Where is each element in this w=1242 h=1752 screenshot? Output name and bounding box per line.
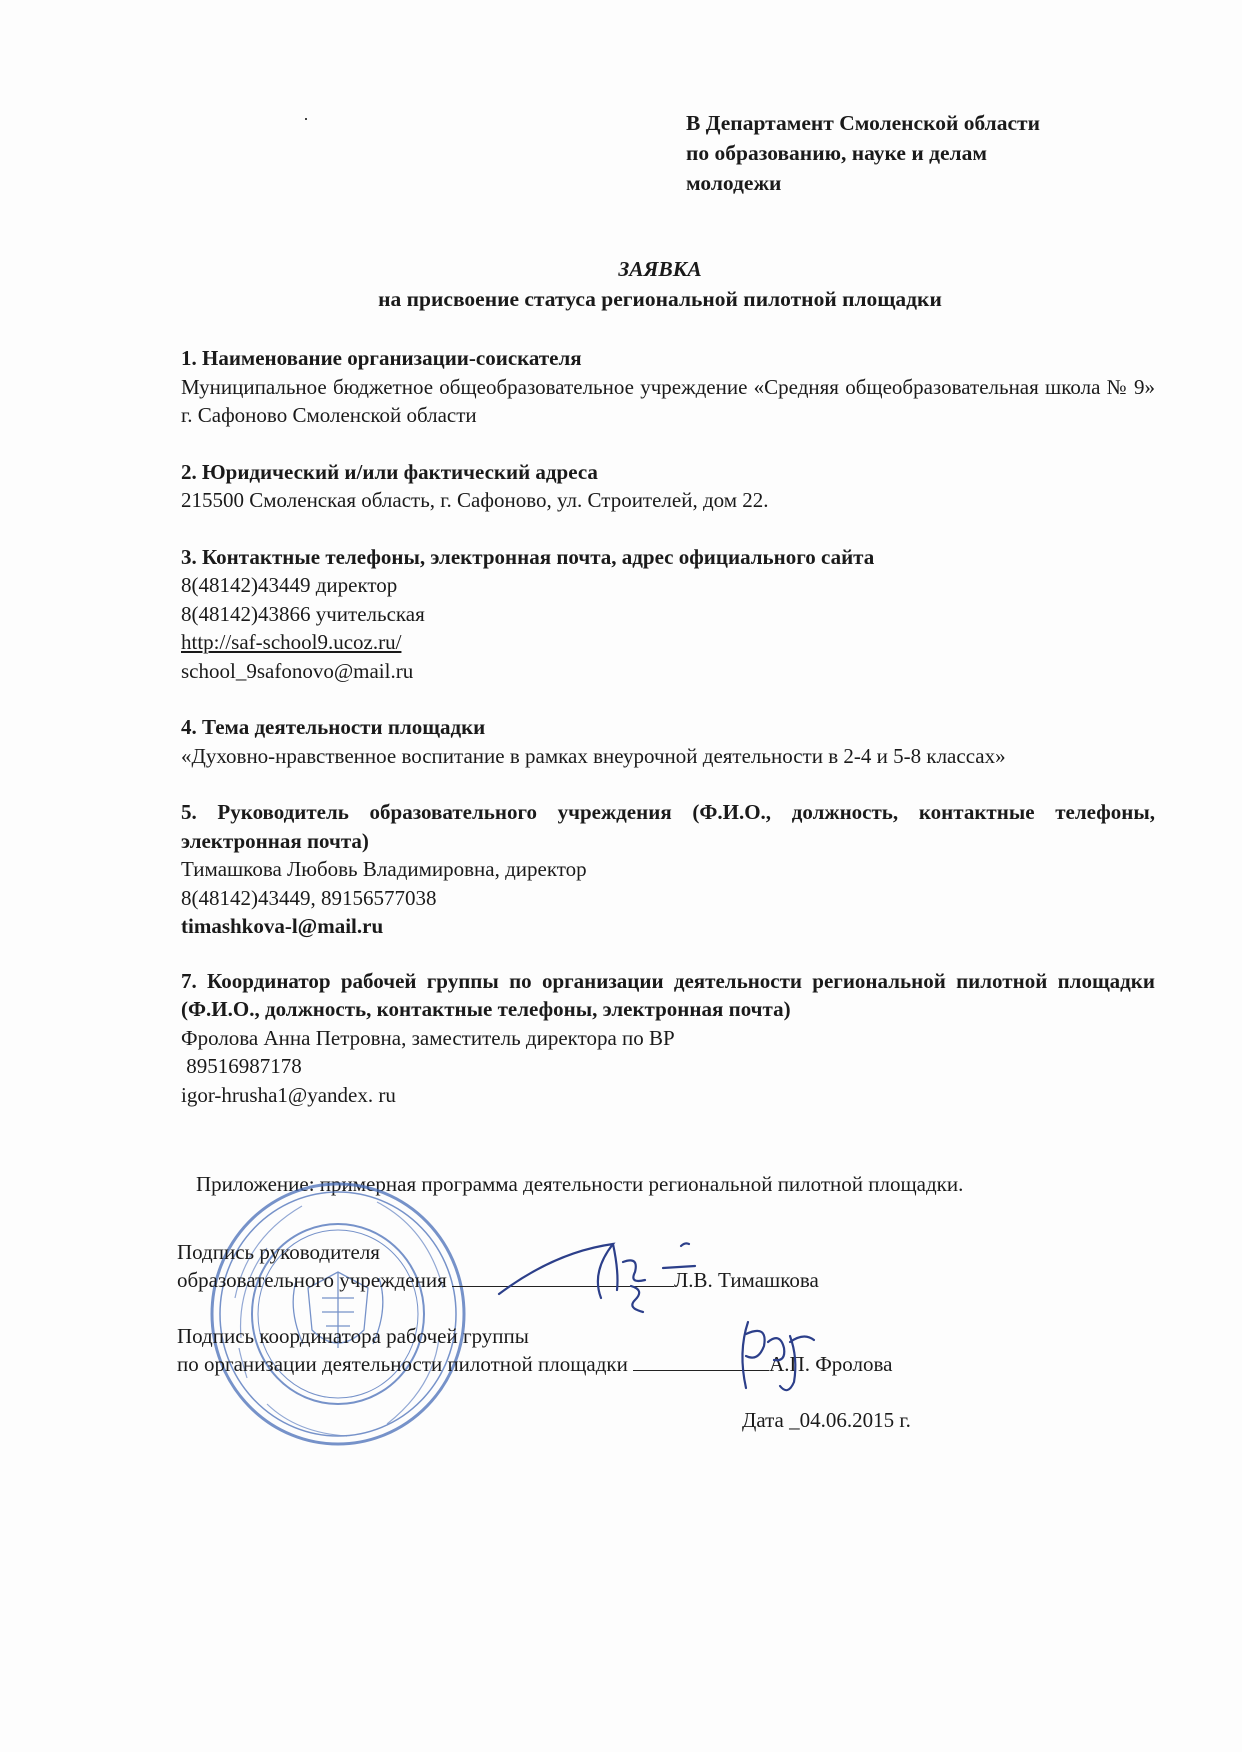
scan-speck — [305, 118, 307, 120]
section-5 — [181, 798, 1155, 941]
contact-phone-staffroom: 8(48142)43866 учительская — [181, 601, 425, 626]
section-3 — [181, 543, 1155, 686]
document-title-block — [0, 254, 1242, 314]
signatory-name: А.П. Фролова — [769, 1352, 893, 1376]
section-heading: 1. Наименование организации-соискателя — [181, 346, 582, 370]
signatory-name: Л.В. Тимашкова — [674, 1268, 819, 1292]
head-phone: 8(48142)43449, 89156577038 — [181, 885, 437, 910]
document-body — [181, 344, 1155, 1137]
signature-line — [452, 1268, 674, 1287]
document-subtitle: на присвоение статуса региональной пилотной площадки — [378, 287, 942, 311]
section-4 — [181, 713, 1155, 770]
section-2 — [181, 458, 1155, 515]
recipient-line: по образованию, науке и делам — [686, 141, 987, 165]
head-signature-block — [177, 1238, 819, 1294]
coordinator-name: Фролова Анна Петровна, заместитель директора по ВР — [181, 1025, 675, 1050]
head-name: Тимашкова Любовь Владимировна, директор — [181, 857, 587, 881]
signature-label: Подпись руководителя — [177, 1240, 380, 1264]
section-1 — [181, 344, 1155, 430]
document-title: ЗАЯВКА — [618, 257, 702, 281]
section-heading: 7. Координатор рабочей группы по организации деятельности региональной пилотной площадки (Ф.И.О., должность, контактные телефоны, электронная почта) — [181, 968, 1155, 1021]
activity-topic: «Духовно-нравственное воспитание в рамках внеурочной деятельности в 2-4 и 5-8 классах» — [181, 743, 1006, 768]
signature-label: по организации деятельности пилотной площадки — [177, 1352, 634, 1376]
section-heading: 4. Тема деятельности площадки — [181, 715, 486, 739]
section-heading: 3. Контактные телефоны, электронная почта, адрес официального сайта — [181, 544, 875, 569]
signature-line — [633, 1352, 769, 1371]
recipient-line: молодежи — [686, 171, 782, 195]
coordinator-email: igor-hrusha1@yandex. ru — [181, 1082, 396, 1107]
signature-label: Подпись координатора рабочей группы — [177, 1324, 529, 1348]
website-link[interactable]: http://saf-school9.ucoz.ru/ — [181, 630, 402, 654]
appendix-note: Приложение: примерная программа деятельности региональной пилотной площадки. — [196, 1172, 964, 1196]
head-email: timashkova-l@mail.ru — [181, 914, 384, 938]
section-heading: 2. Юридический и/или фактический адреса — [181, 459, 598, 484]
organization-name: Муниципальное бюджетное общеобразовательное учреждение «Средняя общеобразовательная школа № 9» г. Сафоново Смоленской области — [181, 374, 1155, 427]
coordinator-signature-block — [177, 1322, 892, 1378]
section-7 — [181, 967, 1155, 1110]
coordinator-phone: 89516987178 — [181, 1054, 302, 1078]
recipient-line: В Департамент Смоленской области — [686, 111, 1040, 135]
contact-email: school_9safonovo@mail.ru — [181, 658, 414, 683]
contact-phone-director: 8(48142)43449 директор — [181, 573, 398, 597]
signature-label: образовательного учреждения — [177, 1268, 453, 1292]
official-stamp — [207, 1178, 469, 1450]
recipient-block — [686, 108, 1126, 198]
section-heading: 5. Руководитель образовательного учреждения (Ф.И.О., должность, контактные телефоны, электронная почта) — [181, 800, 1155, 853]
document-date: Дата _04.06.2015 г. — [742, 1408, 911, 1432]
organization-address: 215500 Смоленская область, г. Сафоново, ул. Строителей, дом 22. — [181, 488, 769, 512]
